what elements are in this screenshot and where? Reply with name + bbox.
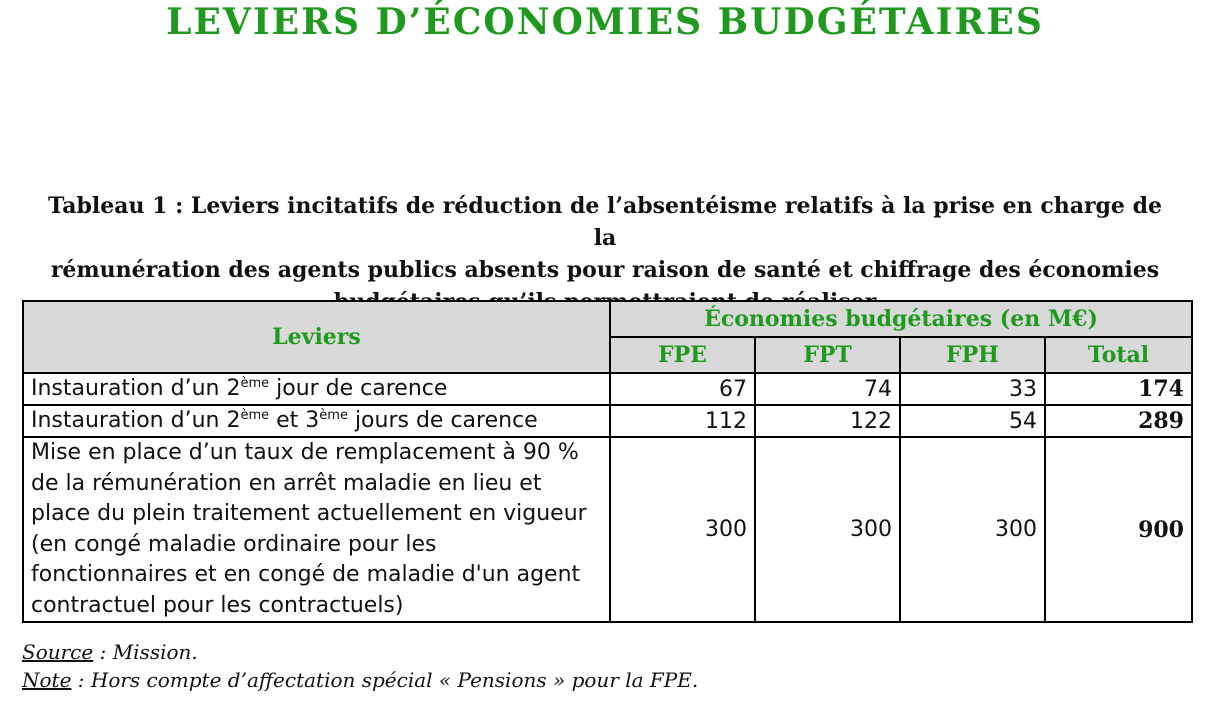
header-fph: FPH xyxy=(900,337,1045,373)
header-total: Total xyxy=(1045,337,1192,373)
header-savings-group: Économies budgétaires (en M€) xyxy=(610,301,1192,337)
table-row xyxy=(23,405,1192,437)
table-row xyxy=(23,437,1192,622)
header-fpe: FPE xyxy=(610,337,755,373)
footnote: Note : Hors compte d’affectation spécial « Pensions » pour la FPE. xyxy=(22,668,699,692)
caption-line: Tableau 1 : Leviers incitatifs de réduction de l’absentéisme relatifs à la prise en charge de la xyxy=(48,193,1162,251)
cell-fpt: 300 xyxy=(755,437,900,622)
cell-fpt: 122 xyxy=(755,405,900,437)
row-label: Instauration d’un 2ème jour de carence xyxy=(23,373,610,405)
cell-total: 289 xyxy=(1045,405,1192,437)
header-fpt: FPT xyxy=(755,337,900,373)
caption-line: rémunération des agents publics absents pour raison de santé et chiffrage des économies xyxy=(50,257,1160,283)
table-row xyxy=(23,373,1192,405)
cell-fpt: 74 xyxy=(755,373,900,405)
table-notes xyxy=(22,638,698,694)
cell-fpe: 300 xyxy=(610,437,755,622)
levers-table xyxy=(22,300,1193,623)
cell-total: 900 xyxy=(1045,437,1192,622)
row-label: Instauration d’un 2ème et 3ème jours de carence xyxy=(23,405,610,437)
header-levers: Leviers xyxy=(23,301,610,373)
cell-fpe: 112 xyxy=(610,405,755,437)
cell-fph: 33 xyxy=(900,373,1045,405)
page-title: LEVIERS D’ÉCONOMIES BUDGÉTAIRES xyxy=(166,1,1044,43)
table-caption xyxy=(40,190,1170,318)
row-label: Mise en place d’un taux de remplacement à 90 % de la rémunération en arrêt maladie en lieu et place du plein traitement actuellement en vigueur (en congé maladie ordinaire pour les fonctionnaires et en congé de maladie d'un agent contractuel pour les contractuels) xyxy=(23,437,610,622)
cell-fph: 300 xyxy=(900,437,1045,622)
source-note: Source : Mission. xyxy=(22,640,198,664)
cell-total: 174 xyxy=(1045,373,1192,405)
cell-fpe: 67 xyxy=(610,373,755,405)
cell-fph: 54 xyxy=(900,405,1045,437)
